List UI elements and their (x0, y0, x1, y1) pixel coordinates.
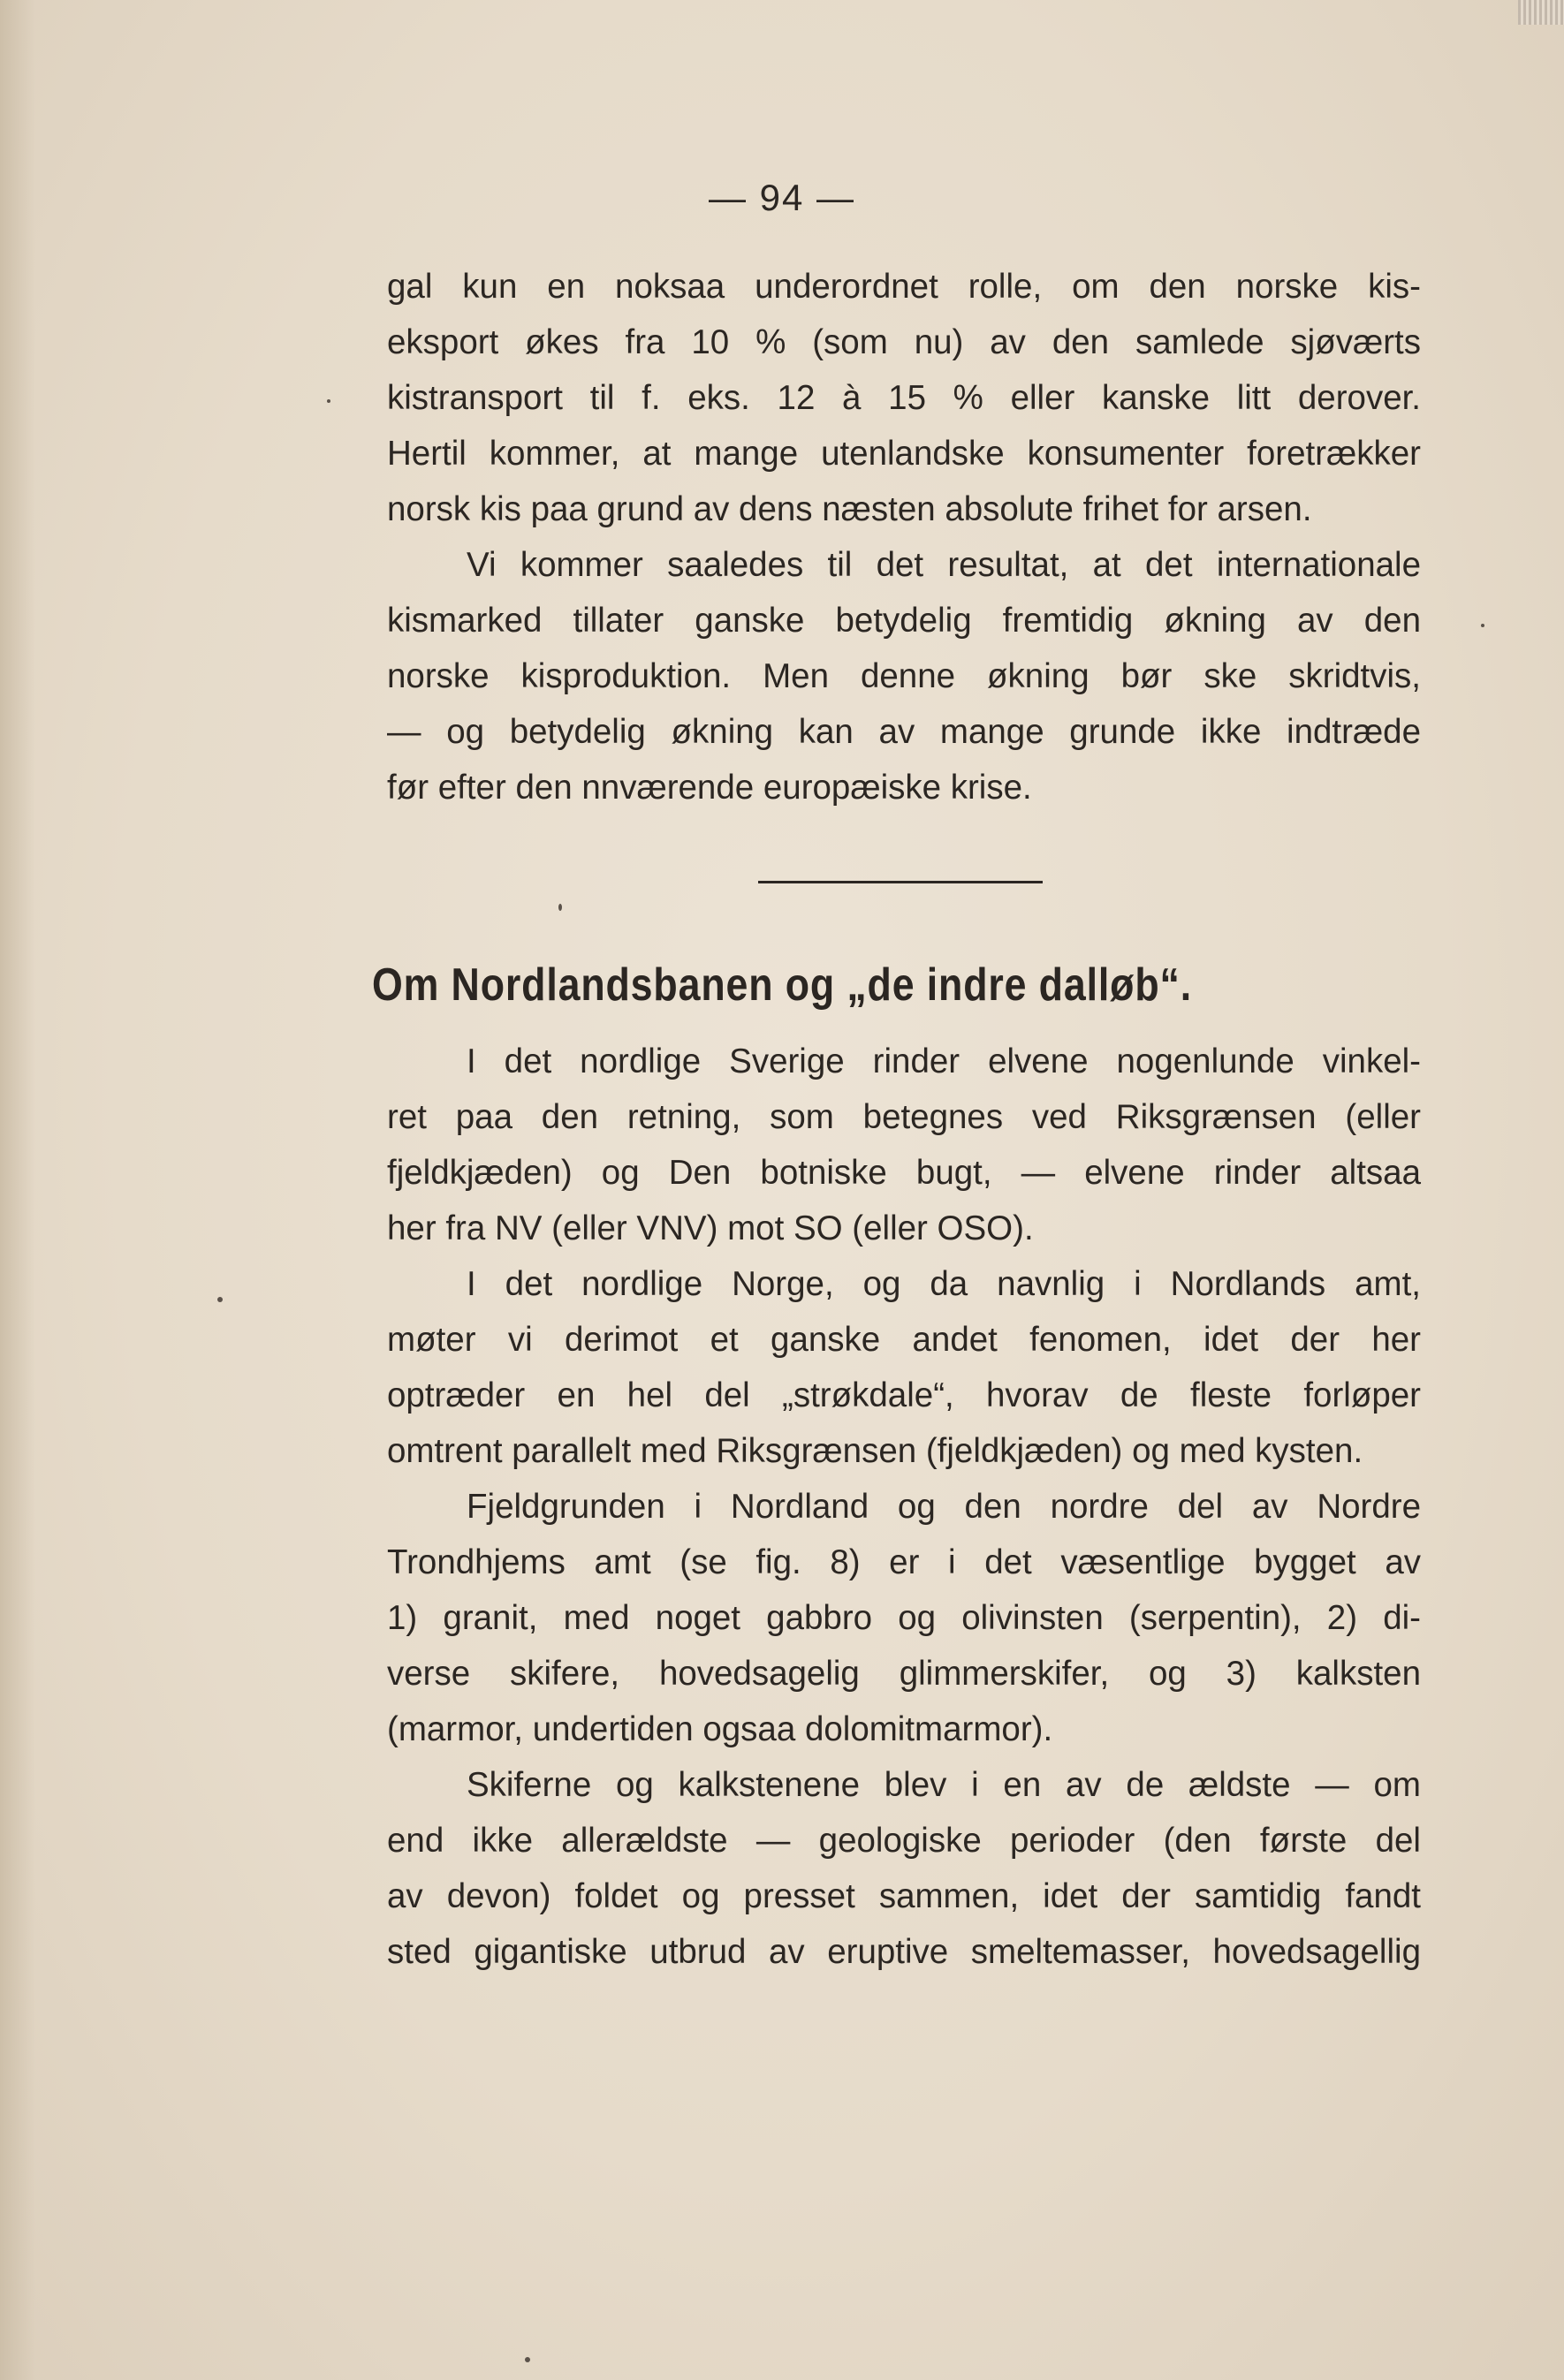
text-line: Trondhjems amt (se fig. 8) er i det væsentlige bygget av (387, 1543, 1421, 1581)
text-line: fjeldkjæden) og Den botniske bugt, — elvene rinder altsaa (387, 1154, 1421, 1192)
text-line: (marmor, undertiden ogsaa dolomitmarmor). (387, 1710, 1053, 1748)
text-line: sted gigantiske utbrud av eruptive smeltemasser, hovedsagellig (387, 1933, 1421, 1971)
text-line: av devon) foldet og presset sammen, idet der samtidig fandt (387, 1877, 1421, 1915)
text-line: norske kisproduktion. Men denne økning bør ske skridtvis, (387, 657, 1421, 695)
text-line: ret paa den retning, som betegnes ved Riksgrænsen (eller (387, 1098, 1421, 1136)
text-line: eksport økes fra 10 % (som nu) av den samlede sjøværts (387, 323, 1421, 361)
section-divider (758, 881, 1043, 883)
paragraph-after-heading (387, 1034, 1421, 1980)
page-number: — 94 — (708, 177, 856, 218)
text-line: 1) granit, med noget gabbro og olivinsten (serpentin), 2) di- (387, 1599, 1421, 1637)
ink-speck (558, 904, 562, 911)
ink-speck (217, 1297, 223, 1302)
text-line: før efter den nnværende europæiske krise. (387, 769, 1032, 807)
text-line: I det nordlige Sverige rinder elvene nogenlunde vinkel- (467, 1042, 1421, 1080)
text-line: gal kun en noksaa underordnet rolle, om den norske kis- (387, 268, 1421, 306)
text-line: optræder en hel del „strøkdale“, hvorav de fleste forløper (387, 1376, 1421, 1414)
text-line: Skiferne og kalkstenene blev i en av de ældste — om (467, 1766, 1421, 1804)
text-line: omtrent parallelt med Riksgrænsen (fjeldkjæden) og med kysten. (387, 1432, 1363, 1470)
section-heading: Om Nordlandsbanen og „de indre dalløb“. (371, 959, 1192, 1011)
text-line: norsk kis paa grund av dens næsten absolute frihet for arsen. (387, 490, 1312, 528)
text-line: I det nordlige Norge, og da navnlig i Nordlands amt, (467, 1265, 1421, 1303)
ink-speck (525, 2357, 530, 2362)
text-line: møter vi derimot et ganske andet fenomen, idet der her (387, 1321, 1421, 1359)
text-line: end ikke allerældste — geologiske perioder (den første del (387, 1822, 1421, 1860)
text-line: — og betydelig økning kan av mange grunde ikke indtræde (387, 713, 1421, 751)
text-line: verse skifere, hovedsagelig glimmerskifer, og 3) kalksten (387, 1655, 1421, 1693)
text-line: kismarked tillater ganske betydelig fremtidig økning av den (387, 602, 1421, 640)
text-line: Fjeldgrunden i Nordland og den nordre del av Nordre (467, 1488, 1421, 1526)
ink-speck (327, 399, 330, 403)
page-fold-shadow (0, 0, 35, 2380)
text-line: Hertil kommer, at mange utenlandske konsumenter foretrækker (387, 435, 1421, 473)
scan-edge-artifact (1518, 0, 1564, 25)
paragraph-before-heading (387, 259, 1421, 815)
text-line: kistransport til f. eks. 12 à 15 % eller kanske litt derover. (387, 379, 1421, 417)
text-line: her fra NV (eller VNV) mot SO (eller OSO). (387, 1209, 1034, 1247)
ink-speck (1481, 624, 1484, 627)
text-line: Vi kommer saaledes til det resultat, at det internationale (467, 546, 1421, 584)
